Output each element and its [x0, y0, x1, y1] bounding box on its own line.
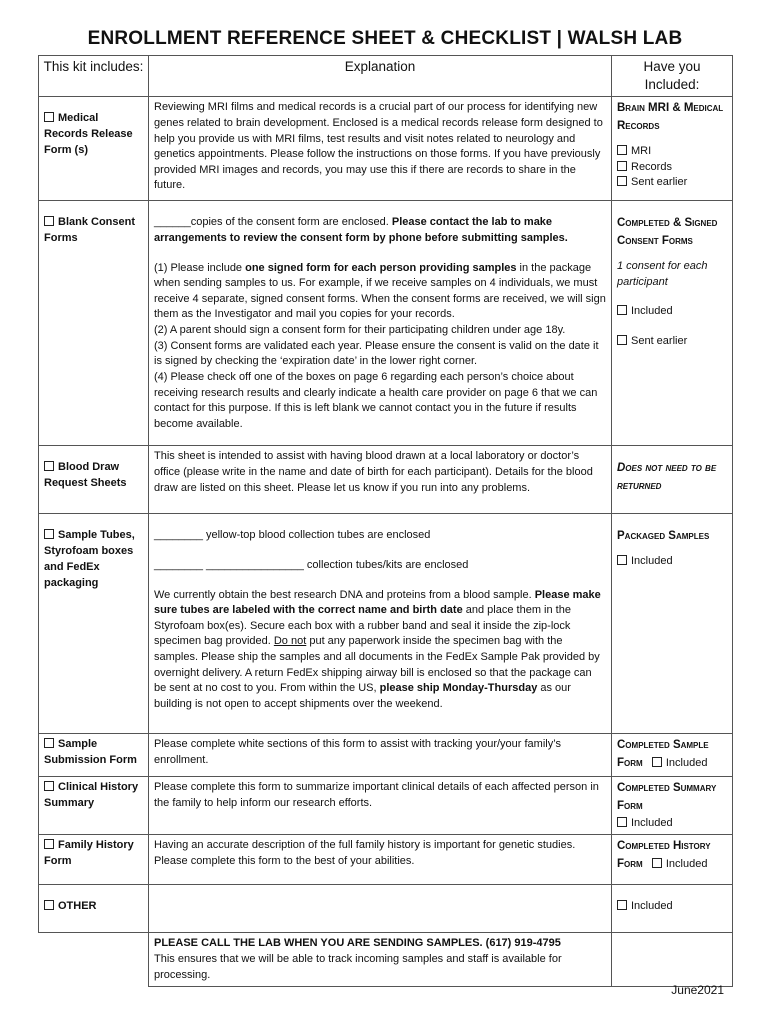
- header-included: Have you Included:: [612, 56, 733, 97]
- kit-label: Family History Form: [44, 839, 134, 868]
- checkbox[interactable]: [617, 817, 627, 827]
- tubes-text-a: We currently obtain the best research DNA and proteins from a blood sample.: [154, 588, 535, 601]
- tubes-line-2: ________ ________________ collection tubes/kits are enclosed: [154, 559, 469, 572]
- table-row: [39, 777, 733, 835]
- kit-cell: [39, 777, 149, 835]
- checkbox[interactable]: [44, 738, 54, 748]
- kit-label: Sample Tubes, Styrofoam boxes and FedEx packaging: [44, 529, 135, 590]
- table-row: [39, 885, 733, 933]
- checkbox[interactable]: [44, 216, 54, 226]
- consent-point-2: (2) A parent should sign a consent form for their participating children under age 18y.: [154, 324, 566, 337]
- header-kit: This kit includes:: [39, 56, 149, 97]
- explanation-text: This sheet is intended to assist with having blood drawn at a local laboratory or doctor’s office (please write in the name and date of birth for each participant). Details for the blood draw are listed on this sheet. Please let us know if you run into any problems.: [154, 450, 593, 494]
- checkbox[interactable]: [44, 900, 54, 910]
- call-lab-notice: PLEASE CALL THE LAB WHEN YOU ARE SENDING SAMPLES. (617) 919-4795: [154, 937, 561, 950]
- header-row: [39, 56, 733, 97]
- call-lab-text: This ensures that we will be able to track incoming samples and staff is available for processing.: [154, 952, 562, 981]
- tubes-line-1: ________ yellow-top blood collection tubes are enclosed: [154, 529, 431, 542]
- empty-cell: [612, 933, 733, 987]
- explanation-text: Please complete this form to summarize important clinical details of each affected person in the family to help inform our research efforts.: [154, 781, 599, 809]
- kit-label: Sample Submission Form: [44, 738, 137, 767]
- checklist-table: [38, 55, 733, 987]
- checkbox[interactable]: [44, 839, 54, 849]
- check-title: Completed & Signed Consent Forms: [617, 217, 718, 248]
- check-cell: [612, 446, 733, 514]
- kit-label: Medical Records Release Form (s): [44, 112, 133, 157]
- table-row: [39, 201, 733, 446]
- kit-label: Clinical History Summary: [44, 781, 139, 809]
- option-label: Included: [631, 555, 673, 568]
- option-label: Included: [631, 816, 673, 829]
- checkbox[interactable]: [617, 161, 627, 171]
- kit-cell: [39, 885, 149, 933]
- check-cell: [612, 777, 733, 835]
- checkbox[interactable]: [44, 112, 54, 122]
- check-title: Completed History: [617, 840, 711, 853]
- option-label: Included: [665, 858, 708, 871]
- consent-note: 1 consent for each participant: [617, 260, 708, 288]
- option-label: Included: [631, 900, 673, 913]
- tubes-text-underline: Do not: [273, 635, 307, 648]
- consent-point-3: (3) Consent forms are validated each year. Please ensure the consent is valid on the date it is signed by checking the ‘expiration date’ in the lower right corner.: [154, 339, 599, 368]
- checkbox[interactable]: [652, 858, 662, 868]
- tubes-text-b: and place them in the Styrofoam box(es). Secure each box with a rubber band and seal it inside the zip-lock specimen bag provided.: [154, 604, 571, 648]
- consent-point-4: (4) Please check off one of the boxes on page 6 regarding each person’s choice about receiving research results and clearly indicate a health care provider on page 6 that we can contact for this purpose. If this is left blank we cannot contact you in the future if results become available.: [154, 370, 598, 430]
- table-row: [39, 97, 733, 201]
- check-cell: [612, 97, 733, 201]
- consent-point-1-bold: one signed form for each person providing samples: [245, 261, 517, 274]
- kit-label: Blood Draw Request Sheets: [44, 461, 127, 490]
- explanation-cell: [149, 777, 612, 835]
- check-cell: [612, 514, 733, 734]
- contact-lab-text: Please contact the lab to make arrangements to review the consent form by phone before submitting samples.: [154, 216, 568, 245]
- tubes-text-bold-1: Please make sure tubes are labeled with the correct name and birth date: [154, 588, 601, 617]
- option-label: Sent earlier: [631, 334, 688, 347]
- table-row: [39, 514, 733, 734]
- checkbox[interactable]: [617, 900, 627, 910]
- check-title: Does not need to be returned: [617, 462, 717, 493]
- consent-point-1a: (1) Please include: [154, 261, 246, 274]
- check-title-suffix: Form: [617, 757, 643, 770]
- explanation-cell: [149, 446, 612, 514]
- table-row: [39, 446, 733, 514]
- explanation-cell: [149, 201, 612, 446]
- checkbox[interactable]: [617, 145, 627, 155]
- header-explanation: Explanation: [149, 56, 612, 97]
- explanation-cell: [149, 97, 612, 201]
- checkbox[interactable]: [617, 305, 627, 315]
- check-title: Brain MRI & Medical Records: [617, 102, 724, 133]
- kit-cell: [39, 734, 149, 777]
- check-title: Completed Summary Form: [617, 782, 717, 812]
- kit-cell: [39, 835, 149, 885]
- kit-cell: [39, 514, 149, 734]
- checkbox[interactable]: [617, 555, 627, 565]
- kit-cell: [39, 97, 149, 201]
- table-row: [39, 933, 733, 987]
- check-cell: [612, 734, 733, 777]
- footer-date: June2021: [671, 983, 724, 997]
- check-title: Packaged Samples: [617, 530, 710, 543]
- checkbox[interactable]: [617, 335, 627, 345]
- explanation-cell: [149, 734, 612, 777]
- copies-blank-text: ______copies of the consent form are enclosed.: [154, 216, 392, 229]
- check-cell: [612, 835, 733, 885]
- tubes-text-bold-2: please ship Monday-Thursday: [379, 682, 538, 695]
- checkbox[interactable]: [44, 461, 54, 471]
- empty-cell: [39, 933, 149, 987]
- checkbox[interactable]: [617, 176, 627, 186]
- check-title-suffix: Form: [617, 858, 643, 871]
- explanation-text: Reviewing MRI films and medical records is a crucial part of our process for identifying new genes related to brain development. Enclosed is a medical records release form designed to help you provide us with MRI films, test results and visit notes related to neurology and genetics appointments. Please follow the instructions on those forms. If you have previously provided MRI images and records, you may use this if there are records to share in the future.: [154, 101, 603, 192]
- consent-point-1b: in the package when sending samples to us. For example, if we receive samples on 4 individuals, we must receive 4 separate, signed consent forms. When the consent forms are received, we will sign them as the Investigator and mail you copies for your records.: [154, 261, 606, 321]
- check-cell: [612, 201, 733, 446]
- option-label: Included: [665, 757, 708, 770]
- kit-label: Blank Consent Forms: [44, 216, 136, 245]
- kit-cell: [39, 446, 149, 514]
- kit-cell: [39, 201, 149, 446]
- explanation-text: Please complete white sections of this form to assist with tracking your/your family’s enrollment.: [154, 738, 561, 767]
- check-cell: [612, 885, 733, 933]
- option-label: MRI: [631, 145, 652, 158]
- explanation-cell: [149, 835, 612, 885]
- explanation-cell: [149, 885, 612, 933]
- checkbox[interactable]: [44, 781, 54, 791]
- option-label: Sent earlier: [631, 176, 688, 189]
- option-label: Included: [631, 305, 673, 318]
- tubes-text-d: as our building is not open to accept shipments over the weekend.: [154, 682, 571, 710]
- option-label: Records: [631, 160, 672, 173]
- explanation-text: Having an accurate description of the full family history is important for genetic studies. Please complete this form to the best of your abilities.: [154, 839, 576, 867]
- table-row: [39, 835, 733, 885]
- kit-label: OTHER: [58, 900, 97, 913]
- checkbox[interactable]: [44, 529, 54, 539]
- check-title: Completed Sample: [617, 739, 709, 752]
- explanation-cell: [149, 514, 612, 734]
- checkbox[interactable]: [652, 757, 662, 767]
- call-lab-cell: [149, 933, 612, 987]
- tubes-text-c: put any paperwork inside the specimen bag with the samples. Please ship the samples and all documents in the FedEx Sample Pak provided by overnight delivery. A return FedEx shipping airway bill is enclosed so that the package can be sent at no cost to you. From within the US,: [154, 635, 600, 695]
- table-row: [39, 734, 733, 777]
- page-title: ENROLLMENT REFERENCE SHEET & CHECKLIST | WALSH LAB: [87, 28, 683, 49]
